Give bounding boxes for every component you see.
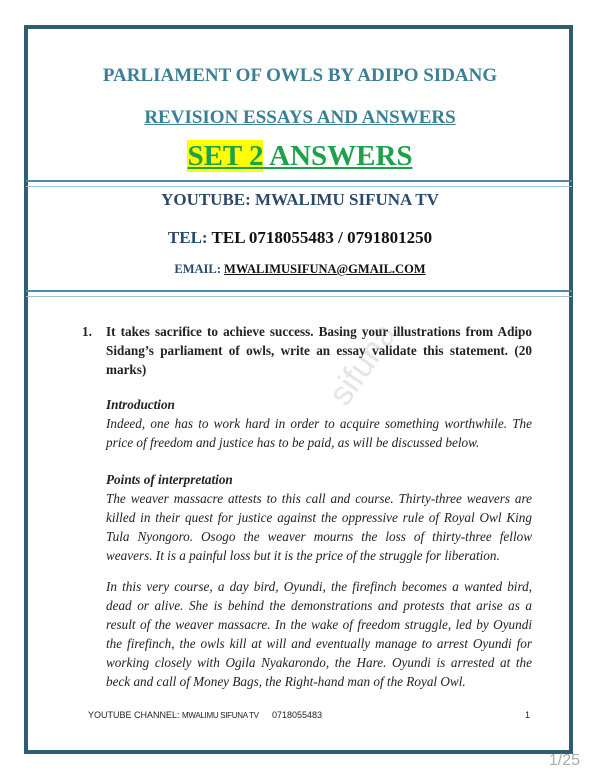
- set-highlight: SET 2: [187, 140, 264, 172]
- tel-label: TEL:: [167, 228, 208, 247]
- divider: [26, 180, 572, 187]
- divider: [26, 290, 572, 297]
- document-subtitle: REVISION ESSAYS AND ANSWERS: [144, 107, 456, 128]
- tel-line: [0, 228, 600, 248]
- email-line: [0, 262, 600, 277]
- page-indicator: 1/25: [548, 752, 580, 769]
- footer-page-number: 1: [525, 710, 531, 720]
- paragraph: In this very course, a day bird, Oyundi, the firefinch becomes a wanted bird, dead or alive. She is behind the demonstrations and protests that arise as a result of the weaver massacre. In the wake of freedom struggle, led by Oyundi the firefinch, the owls kill at will and eventually manage to arrest Oyundi for working closely with Ogila Nyakarondo, the Hare. Oyundi is arrested at the beck and call of Money Bags, the Right-hand man of the Royal Owl.: [106, 579, 532, 689]
- intro-text: Indeed, one has to work hard in order to acquire something worthwhile. The price of freedom and justice has to be paid, as will be discussed below.: [106, 416, 532, 450]
- question-number: 1.: [82, 324, 92, 339]
- footer-channel-name: MWALIMU SIFUNA TV: [182, 711, 259, 720]
- intro-heading: Introduction: [106, 397, 175, 412]
- set-heading: [0, 140, 600, 173]
- footer-phone: 0718055483: [272, 710, 323, 720]
- set-rest: ANSWERS: [263, 140, 413, 172]
- answer: [106, 395, 532, 691]
- points-heading: Points of interpretation: [106, 472, 233, 487]
- paragraph: The weaver massacre attests to this call and course. Thirty-three weavers are killed in their quest for justice against the oppressive rule of Royal Owl King Tula Nyongoro. Osogo the weaver mourns the loss of thirty-three fellow weavers. It is a painful loss but it is the price of the struggle for liberation.: [106, 491, 532, 563]
- question-text: It takes sacrifice to achieve success. Basing your illustrations from Adipo Sidang’s parliament of owls, write an essay validate this statement. (20 marks): [106, 324, 532, 377]
- document-title: PARLIAMENT OF OWLS BY ADIPO SIDANG: [102, 65, 498, 86]
- email-link[interactable]: MWALIMUSIFUNA@GMAIL.COM: [224, 262, 426, 276]
- youtube-line: YOUTUBE: MWALIMU SIFUNA TV: [161, 190, 439, 209]
- question: [82, 322, 532, 379]
- footer-channel: [88, 710, 259, 720]
- document-body: [82, 322, 532, 691]
- footer-channel-label: YOUTUBE CHANNEL:: [88, 710, 183, 720]
- watermark: sifuna: [321, 316, 405, 413]
- email-label: EMAIL:: [174, 262, 221, 276]
- tel-value: TEL 0718055483 / 0791801250: [207, 228, 433, 247]
